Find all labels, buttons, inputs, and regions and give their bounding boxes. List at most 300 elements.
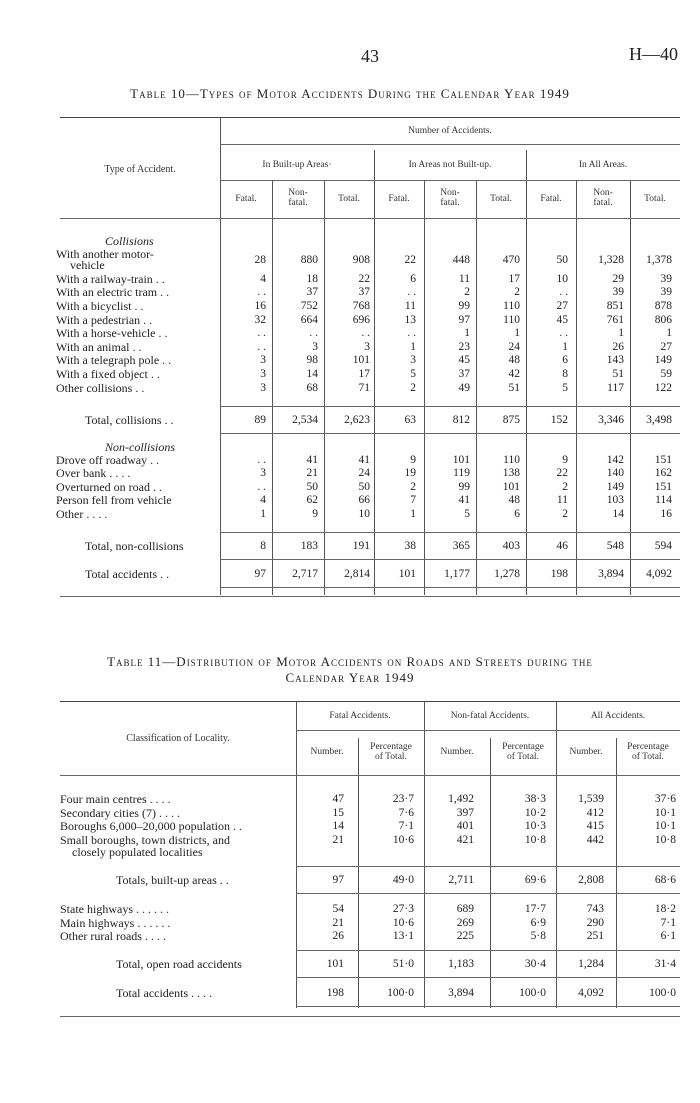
table11-cell: 1,492 <box>448 793 474 805</box>
table11-row-label: Small boroughs, town districts, and <box>60 832 230 847</box>
table10-cell: 23 <box>458 340 470 353</box>
table10-cell: 42 <box>508 368 520 380</box>
table11-cell: 225 <box>456 930 474 943</box>
table11-cell: 4,092 <box>578 987 604 999</box>
table10-cell: 97 <box>254 568 266 580</box>
table10-total-rule <box>220 559 680 560</box>
table10-cell: 162 <box>654 467 672 480</box>
table10-cell: 101 <box>452 453 470 466</box>
table11-cell: 1,183 <box>448 958 474 970</box>
table11-cell: 15 <box>332 806 344 819</box>
table10-cell: 110 <box>503 300 520 312</box>
table10-cell: 38 <box>404 540 416 552</box>
table11-cell: 23·7 <box>392 793 414 805</box>
table10-cell: 17 <box>358 368 370 380</box>
table10-cell: 5 <box>464 508 470 520</box>
table10-cell: 152 <box>550 414 568 426</box>
table11-sub-header: Number. <box>310 747 344 757</box>
table10-row-label-cont: vehicle <box>70 258 105 273</box>
table10-cell: 9 <box>562 453 568 466</box>
table10-cell: 119 <box>453 467 470 480</box>
table10-sub-header: Non- fatal. <box>288 188 308 208</box>
table10-cell: 46 <box>556 540 568 552</box>
table11-row-label: Main highways . . . . . . <box>60 915 171 930</box>
table11-cell: 442 <box>586 833 604 846</box>
table10-cell: 2 <box>410 381 416 394</box>
table10-row-label: Overturned on road . . <box>56 479 162 494</box>
table10-cell: 5 <box>562 381 568 394</box>
table10-row-label: With another motor- <box>56 246 154 261</box>
table11-cell: 30·4 <box>524 958 546 970</box>
table10-cell: 99 <box>458 480 470 493</box>
table10-cell: 24 <box>358 467 370 480</box>
table11-cell: 6·1 <box>660 930 676 943</box>
table11-cell: 27·3 <box>392 903 414 915</box>
table10-cell: 3 <box>260 368 266 380</box>
table10-cell: 365 <box>452 540 470 552</box>
table10-cell: 1 <box>464 327 470 340</box>
table10-cell: 448 <box>452 253 470 266</box>
table11-cell: 10·8 <box>654 833 676 846</box>
table10-cell: 1 <box>260 508 266 520</box>
table10-cell: 8 <box>562 368 568 380</box>
table10-cell: 151 <box>654 453 672 466</box>
table11-cell: 51·0 <box>392 958 414 970</box>
table10-cell: . . <box>407 327 416 340</box>
table10-cell: 103 <box>606 494 624 507</box>
table10-cell: 50 <box>306 480 318 493</box>
table11-cell: 18·2 <box>654 903 676 915</box>
table11-group-header: Fatal Accidents. <box>329 711 391 721</box>
table10-cell: 37 <box>306 286 318 299</box>
table10-cell: 101 <box>352 354 370 367</box>
table10-cell: 1,278 <box>494 568 520 580</box>
table11-cell: 38·3 <box>524 793 546 805</box>
table10-cell: 2,717 <box>292 568 318 580</box>
table10-cell: 1 <box>410 508 416 520</box>
table10-sub-header: Fatal. <box>235 194 257 204</box>
table10-cell: 41 <box>358 453 370 466</box>
table10-cell: 470 <box>502 253 520 266</box>
table10-bottom-rule <box>60 596 680 597</box>
table10-cell: 3,498 <box>646 414 672 426</box>
table10-cell: 21 <box>306 467 318 480</box>
table10-cell: . . <box>407 286 416 299</box>
table10-cell: 63 <box>404 414 416 426</box>
table10-cell: 41 <box>458 494 470 507</box>
table10-cell: 9 <box>312 508 318 520</box>
table10-total-label: Total, collisions . . <box>85 413 174 427</box>
table10-cell: 1 <box>618 327 624 340</box>
table11-cell: 7·1 <box>398 820 414 833</box>
table11-cell: 401 <box>456 820 474 833</box>
table11-cell: 290 <box>586 916 604 929</box>
table10-group-header: In Areas not Built-up. <box>408 160 492 170</box>
table11-cell: 26 <box>332 930 344 943</box>
table10-spanner: Number of Accidents. <box>408 126 492 136</box>
table10-cell: 3,346 <box>598 414 624 426</box>
table10-cell: 761 <box>606 313 624 326</box>
table10-cell: . . <box>257 340 266 353</box>
table10-cell: 11 <box>556 494 568 507</box>
table10-cell: 14 <box>306 368 318 380</box>
table11-cell: 17·7 <box>524 903 546 915</box>
table10-cell: 49 <box>458 381 470 394</box>
table11-sub-header: Number. <box>440 747 474 757</box>
table11-cell: 421 <box>456 833 474 846</box>
table10-cell: 110 <box>503 453 520 466</box>
table10-cell: 2 <box>410 480 416 493</box>
table10-cell: 37 <box>358 286 370 299</box>
table10-total-rule <box>220 406 680 407</box>
table10-cell: 39 <box>660 286 672 299</box>
table10-cell: 812 <box>452 414 470 426</box>
table10-cell: 806 <box>654 313 672 326</box>
table10-row-label: Drove off roadway . . <box>56 452 160 467</box>
table11-total-label: Totals, built-up areas . . <box>116 873 229 887</box>
table10-cell: 117 <box>607 381 624 394</box>
table10-cell: 191 <box>352 540 370 552</box>
table10-cell: 3 <box>410 354 416 367</box>
table10-header-rule <box>220 144 680 145</box>
table10-row-label: With a railway-train . . <box>56 271 165 286</box>
table10-cell: 45 <box>556 313 568 326</box>
table11-cell: 14 <box>332 820 344 833</box>
table11-cell: 10·6 <box>392 833 414 846</box>
table10-cell: 110 <box>503 313 520 326</box>
table11-cell: 10·6 <box>392 916 414 929</box>
table10-cell: 3 <box>260 354 266 367</box>
table10-header-bottom-rule <box>60 218 680 219</box>
table10-row-label: With an electric tram . . <box>56 285 170 300</box>
table11-cell: 3,894 <box>448 987 474 999</box>
table10-cell: 198 <box>550 568 568 580</box>
table10-row-label: Other . . . . <box>56 507 108 521</box>
table11-cell: 13·1 <box>392 930 414 943</box>
table10-cell: 39 <box>612 286 624 299</box>
table11-cell: 7·1 <box>660 916 676 929</box>
table11-group-header: Non-fatal Accidents. <box>450 711 530 721</box>
table11-cell: 397 <box>456 806 474 819</box>
table10-cell: 19 <box>404 467 416 480</box>
table10-cell: 71 <box>358 381 370 394</box>
table10-cell: 13 <box>404 313 416 326</box>
table11-cell: 6·9 <box>530 916 546 929</box>
table11-stub-header: Classification of Locality. <box>126 733 230 744</box>
table11-header-rule <box>296 730 680 731</box>
table10-cell: 22 <box>404 253 416 266</box>
table10-cell: 2,623 <box>344 414 370 426</box>
table10-cell: 768 <box>352 300 370 312</box>
table11-title-line1: Table 11—Distribution of Motor Accidents on Roads and Streets during the <box>107 654 593 669</box>
table10-cell: 17 <box>508 272 520 285</box>
table10-cell: 2 <box>514 286 520 299</box>
table10-top-rule <box>60 117 680 118</box>
table10-cell: 97 <box>458 313 470 326</box>
table10-cell: . . <box>559 327 568 340</box>
table10-cell: 32 <box>254 313 266 326</box>
table10-cell: 27 <box>556 300 568 312</box>
table11-cell: 31·4 <box>654 958 676 970</box>
table10-cell: 1,378 <box>646 253 672 266</box>
table11-total-rule <box>296 866 680 867</box>
table10-cell: 39 <box>660 272 672 285</box>
table10-cell: 151 <box>654 480 672 493</box>
table11-cell: 10·1 <box>654 806 676 819</box>
table11-sub-header: Percentage of Total. <box>502 742 544 762</box>
table11-cell: 7·6 <box>398 806 414 819</box>
table10-cell: 14 <box>612 508 624 520</box>
table10-cell: 6 <box>562 354 568 367</box>
table10-cell: 851 <box>606 300 624 312</box>
table10-title: Table 10—Types of Motor Accidents During the Calendar Year 1949 <box>130 86 570 101</box>
table10-cell: 2 <box>562 508 568 520</box>
table10-cell: 1,177 <box>444 568 470 580</box>
table10-cell: 1 <box>410 340 416 353</box>
page-reference: H—40 <box>629 44 678 64</box>
table11-row-label: Four main centres . . . . <box>60 792 171 806</box>
table10-cell: 16 <box>254 300 266 312</box>
table10-cell: 51 <box>612 368 624 380</box>
table11-cell: 100·0 <box>649 987 676 999</box>
table10-cell: 68 <box>306 381 318 394</box>
table11-cell: 69·6 <box>524 874 546 886</box>
table10-cell: 664 <box>300 313 318 326</box>
table11-cell: 101 <box>326 958 344 970</box>
table10-grand-rule <box>220 587 680 588</box>
table11-row-label: State highways . . . . . . <box>60 902 169 916</box>
table10-cell: 16 <box>660 508 672 520</box>
table11-cell: 269 <box>456 916 474 929</box>
table10-cell: 9 <box>410 453 416 466</box>
table11-grand-rule <box>296 1006 680 1007</box>
table10-sub-header: Fatal. <box>388 194 410 204</box>
table11-cell: 68·6 <box>654 874 676 886</box>
table10-cell: . . <box>257 480 266 493</box>
table10-cell: 752 <box>300 300 318 312</box>
table10-row-label: Person fell from vehicle <box>56 493 172 508</box>
table10-cell: 7 <box>410 494 416 507</box>
table10-sub-header: Fatal. <box>540 194 562 204</box>
table10-cell: 403 <box>502 540 520 552</box>
table10-cell: 875 <box>502 414 520 426</box>
table10-cell: 1 <box>514 327 520 340</box>
table10-cell: 89 <box>254 414 266 426</box>
table10-cell: 1 <box>562 340 568 353</box>
table10-cell: 2 <box>562 480 568 493</box>
table10-group-header: In All Areas. <box>578 160 628 170</box>
table10-sub-header: Non- fatal. <box>440 188 460 208</box>
table10-cell: 880 <box>300 253 318 266</box>
table10-grand-total-label: Total accidents . . <box>85 567 170 581</box>
table10-cell: 50 <box>358 480 370 493</box>
table10-cell: 3 <box>312 340 318 353</box>
table11-title-line2: Calendar Year 1949 <box>285 670 415 685</box>
table10-section-heading: Collisions <box>105 234 154 248</box>
table10-cell: 101 <box>502 480 520 493</box>
table10-cell: 62 <box>306 494 318 507</box>
table10-row-label: With a telegraph pole . . <box>56 353 172 368</box>
table11-row-label-cont: closely populated localities <box>72 845 203 860</box>
table10-cell: 3 <box>364 340 370 353</box>
table10-cell: 548 <box>606 540 624 552</box>
table10-cell: . . <box>361 327 370 340</box>
table11-cell: 21 <box>332 916 344 929</box>
table10-cell: 10 <box>556 272 568 285</box>
table11-row-label: Secondary cities (7) . . . . <box>60 805 180 820</box>
table11-sub-header: Percentage of Total. <box>370 742 412 762</box>
table11-cell: 198 <box>326 987 344 999</box>
table10-cell: 149 <box>606 480 624 493</box>
table11-cell: 689 <box>456 903 474 915</box>
table10-sub-header: Total. <box>644 194 666 204</box>
table11-total-rule <box>296 893 680 894</box>
table10-cell: 2,534 <box>292 414 318 426</box>
table10-cell: 122 <box>654 381 672 394</box>
table10-row-label: With an animal . . <box>56 339 142 354</box>
table11-sub-header: Number. <box>569 747 603 757</box>
table10-cell: 41 <box>306 453 318 466</box>
table10-cell: 26 <box>612 340 624 353</box>
table10-cell: . . <box>559 286 568 299</box>
table11-total-label: Total, open road accidents <box>116 957 242 971</box>
table11-row-label: Boroughs 6,000–20,000 population . . <box>60 819 242 834</box>
table10-cell: 22 <box>556 467 568 480</box>
table10-cell: 142 <box>606 453 624 466</box>
table11-cell: 37·6 <box>654 793 676 805</box>
table10-cell: 66 <box>358 494 370 507</box>
table10-cell: 878 <box>654 300 672 312</box>
table10-row-label: With a horse-vehicle . . <box>56 326 168 341</box>
table11-header-bottom-rule <box>60 775 680 776</box>
table10-cell: . . <box>257 286 266 299</box>
table11-cell: 10·2 <box>524 806 546 819</box>
table10-stub-header: Type of Accident. <box>104 164 176 175</box>
table10-cell: 28 <box>254 253 266 266</box>
table10-group-header: In Built-up Areas· <box>262 160 332 170</box>
table10-cell: 48 <box>508 494 520 507</box>
table11-bottom-rule <box>60 1016 680 1017</box>
table10-cell: 908 <box>352 253 370 266</box>
table10-total-rule <box>220 532 680 533</box>
table11-cell: 415 <box>586 820 604 833</box>
table11-cell: 2,711 <box>448 874 474 886</box>
table10-cell: 183 <box>300 540 318 552</box>
table10-cell: 138 <box>502 467 520 480</box>
table10-cell: 4 <box>260 494 266 507</box>
table10-cell: 3 <box>260 467 266 480</box>
table10-row-label: With a fixed object . . <box>56 367 160 381</box>
table10-cell: 11 <box>458 272 470 285</box>
table10-sub-header: Total. <box>338 194 360 204</box>
table10-cell: 2,814 <box>344 568 370 580</box>
table10-cell: 18 <box>306 272 318 285</box>
table11-total-rule <box>296 950 680 951</box>
table10-cell: 696 <box>352 313 370 326</box>
table11-cell: 10·8 <box>524 833 546 846</box>
table11-cell: 10·3 <box>524 820 546 833</box>
table10-cell: 50 <box>556 253 568 266</box>
table10-cell: 5 <box>410 368 416 380</box>
table10-cell: 3 <box>260 381 266 394</box>
table11-row-label: Other rural roads . . . . <box>60 929 166 944</box>
table10-cell: 24 <box>508 340 520 353</box>
table10-cell: 8 <box>260 540 266 552</box>
table11-grand-total-label: Total accidents . . . . <box>116 986 213 1000</box>
table10-cell: 22 <box>358 272 370 285</box>
table11-cell: 2,808 <box>578 874 604 886</box>
table10-cell: 27 <box>660 340 672 353</box>
table11-group-header: All Accidents. <box>590 711 646 721</box>
table10-cell: 4,092 <box>646 568 672 580</box>
table10-sub-header: Non- fatal. <box>593 188 613 208</box>
table11-cell: 21 <box>332 833 344 846</box>
table11-cell: 743 <box>586 903 604 915</box>
table10-section-heading: Non-collisions <box>105 440 176 454</box>
table10-cell: 4 <box>260 272 266 285</box>
table10-cell: 99 <box>458 300 470 312</box>
table10-cell: 37 <box>458 368 470 380</box>
table10-cell: 11 <box>404 300 416 312</box>
table10-cell: 98 <box>306 354 318 367</box>
table10-total-label: Total, non-collisions <box>85 539 184 553</box>
table11-cell: 97 <box>332 874 344 886</box>
table10-cell: 51 <box>508 381 520 394</box>
table10-cell: 45 <box>458 354 470 367</box>
table10-cell: . . <box>257 327 266 340</box>
table11-cell: 5·8 <box>530 930 546 943</box>
table10-cell: . . <box>257 453 266 466</box>
table10-cell: 6 <box>410 272 416 285</box>
table10-cell: 101 <box>398 568 416 580</box>
table10-cell: 48 <box>508 354 520 367</box>
table11-cell: 251 <box>586 930 604 943</box>
table10-sub-header: Total. <box>490 194 512 204</box>
table11-cell: 49·0 <box>392 874 414 886</box>
table10-cell: 140 <box>606 467 624 480</box>
table10-cell: 10 <box>358 508 370 520</box>
table10-row-label: With a bicyclist . . <box>56 299 144 313</box>
table10-row-label: Other collisions . . <box>56 380 145 395</box>
table10-cell: . . <box>309 327 318 340</box>
table11-cell: 1,539 <box>578 793 604 805</box>
table10-cell: 149 <box>654 354 672 367</box>
table10-cell: 1,328 <box>598 253 624 266</box>
table11-cell: 412 <box>586 806 604 819</box>
table10-cell: 29 <box>612 272 624 285</box>
table11-cell: 100·0 <box>387 987 414 999</box>
table10-row-label: With a pedestrian . . <box>56 312 153 327</box>
table11-cell: 47 <box>332 793 344 805</box>
table11-cell: 1,284 <box>578 958 604 970</box>
table10-row-label: Over bank . . . . <box>56 466 131 481</box>
table10-total-rule <box>220 433 680 434</box>
table10-cell: 3,894 <box>598 568 624 580</box>
table11-cell: 10·1 <box>654 820 676 833</box>
table11-top-rule <box>60 701 680 702</box>
table11-cell: 54 <box>332 903 344 915</box>
table11-cell: 100·0 <box>519 987 546 999</box>
table10-cell: 143 <box>606 354 624 367</box>
table10-cell: 114 <box>655 494 672 507</box>
table10-cell: 2 <box>464 286 470 299</box>
table11-total-rule <box>296 977 680 978</box>
table10-cell: 59 <box>660 368 672 380</box>
table10-header-rule <box>220 180 680 181</box>
table10-cell: 1 <box>666 327 672 340</box>
table10-cell: 6 <box>514 508 520 520</box>
table11-sub-header: Percentage of Total. <box>627 742 669 762</box>
